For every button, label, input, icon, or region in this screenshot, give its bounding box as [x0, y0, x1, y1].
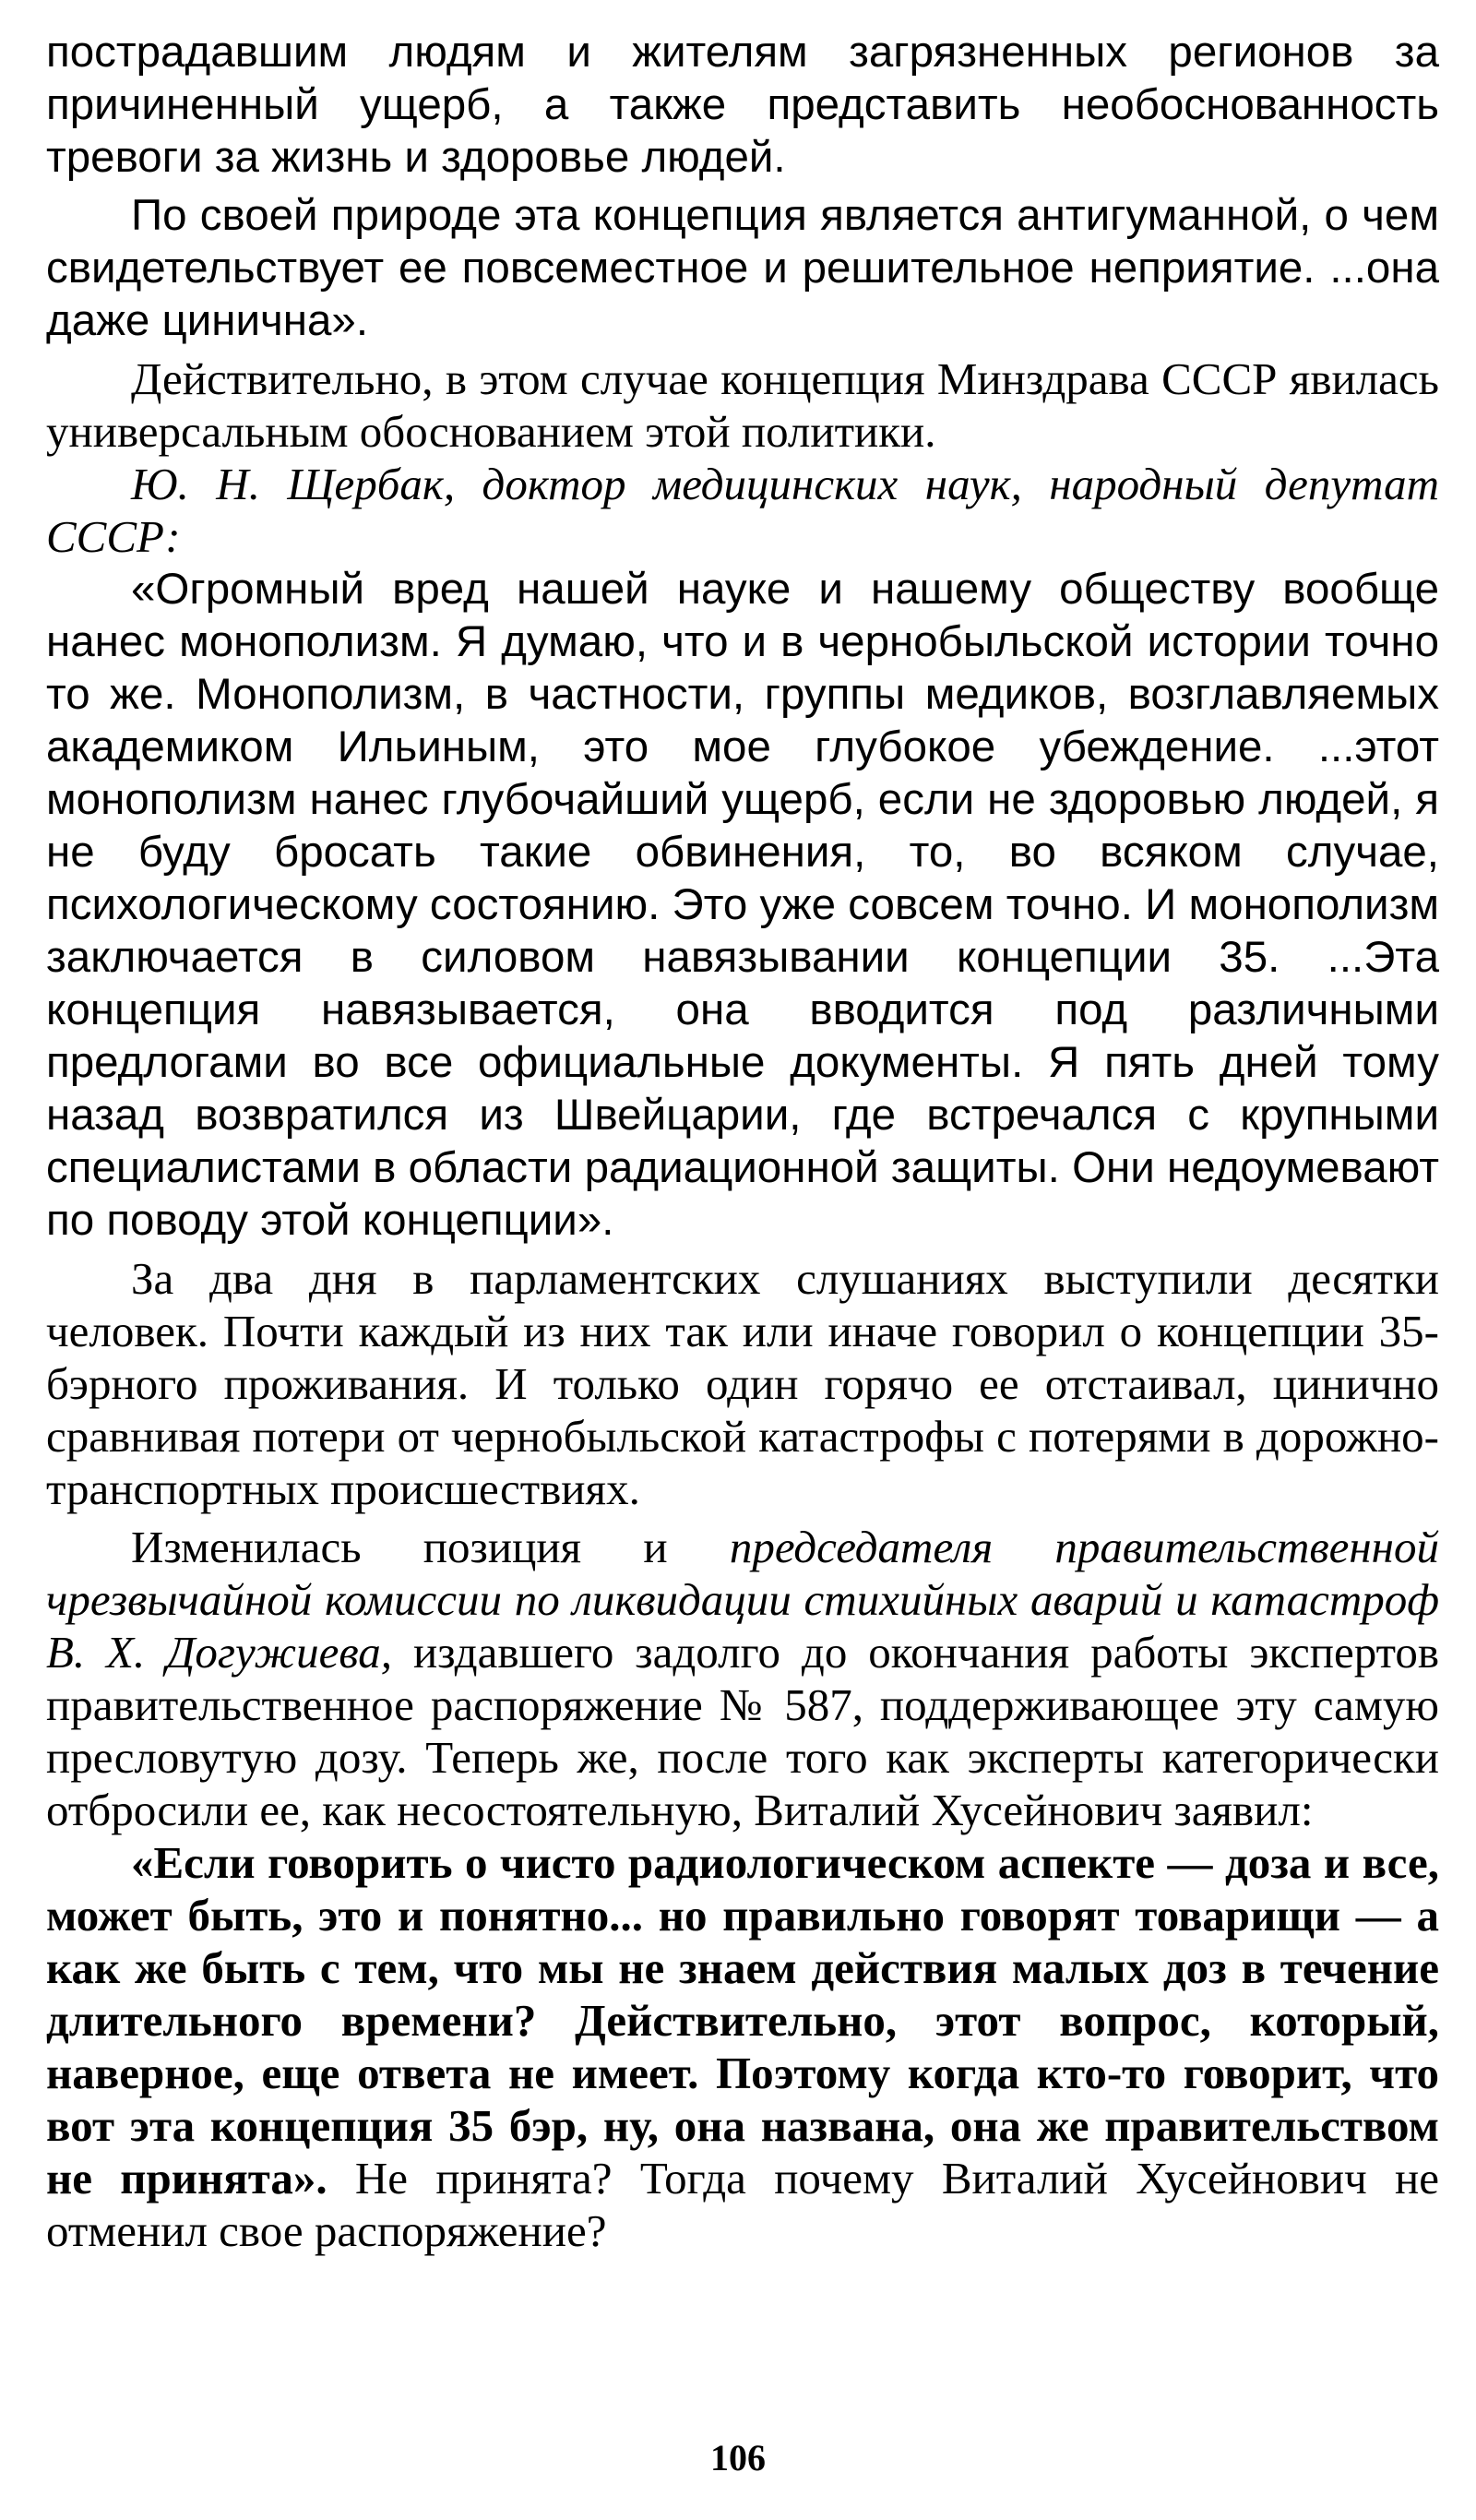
paragraph-intro-continuation: пострадавшим людям и жителям загрязненных регионов за причиненный ущерб, а также представить необоснованность тревоги за жизнь и здоровье людей.: [46, 28, 1439, 182]
paragraph-doguzhiev: [46, 1521, 1439, 1836]
speaker-attribution: Ю. Н. Щербак, доктор медицинских наук, народный депутат СССР:: [46, 459, 1439, 562]
doguzhiev-rest: издавшего задолго до окончания работы экспертов правительственное распоряжение № 587, поддерживающее эту самую пресловутую дозу. Теперь же, после того как эксперты категорически отбросили ее, как несостоятельную, Виталий Хусейнович заявил:: [46, 1627, 1439, 1835]
paragraph-ministry-concept: Действительно, в этом случае концепция Минздрава СССР явилась универсальным обоснованием этой политики.: [46, 353, 1439, 457]
quote-doguzhiev-followup: Не принята? Тогда почему Виталий Хусейнович не отменил свое распоряжение?: [46, 2153, 1439, 2256]
page-number: 106: [710, 2437, 766, 2478]
paragraph-hearings: За два дня в парламентских слушаниях выступили десятки человек. Почти каждый из них так или иначе говорил о концепции 35-бэрного проживания. И только один горячо ее отстаивал, цинично сравнивая потери от чернобыльской катастрофы с потерями в дорожно-транспортных происшествиях.: [46, 1253, 1439, 1514]
quote-doguzhiev-bold: «Если говорить о чисто радиологическом аспекте — доза и все, может быть, это и понятно... но правильно говорят товарищи — а как же быть с тем, что мы не знаем действия малых доз в течение длительного времени? Действительно, этот вопрос, который, наверное, еще ответа не имеет. Поэтому когда кто-то говорит, что вот эта концепция 35 бэр, ну, она названа, она же правительством не принята».: [46, 1837, 1439, 2204]
paragraph-antihumane: По своей природе эта концепция является антигуманной, о чем свидетельствует ее повсеместное и решительное неприятие. ...она даже цинична».: [46, 191, 1439, 345]
quote-doguzhiev: [46, 1836, 1439, 2257]
page-body: [46, 26, 1439, 2257]
doguzhiev-title: председателя правительственной чрезвычайной комиссии по ликвидации стихийных аварий и катастроф В. Х. Догужиева,: [46, 1522, 1439, 1678]
doguzhiev-lead: Изменилась позиция и: [131, 1522, 730, 1572]
quote-shcherbak: «Огромный вред нашей науке и нашему обществу вообще нанес монополизм. Я думаю, что и в чернобыльской истории точно то же. Монополизм, в частности, группы медиков, возглавляемых академиком Ильиным, это мое глубокое убеждение. ...этот монополизм нанес глубочайший ущерб, если не здоровью людей, я не буду бросать такие обвинения, то, во всяком случае, психологическому состоянию. Это уже совсем точно. И монополизм заключается в силовом навязывании концепции 35. ...Эта концепция навязывается, она вводится под различными предлогами во все официальные документы. Я пять дней тому назад возвратился из Швейцарии, где встречался с крупными специалистами в области радиационной защиты. Они недоумевают по поводу этой концепции».: [46, 565, 1439, 1245]
